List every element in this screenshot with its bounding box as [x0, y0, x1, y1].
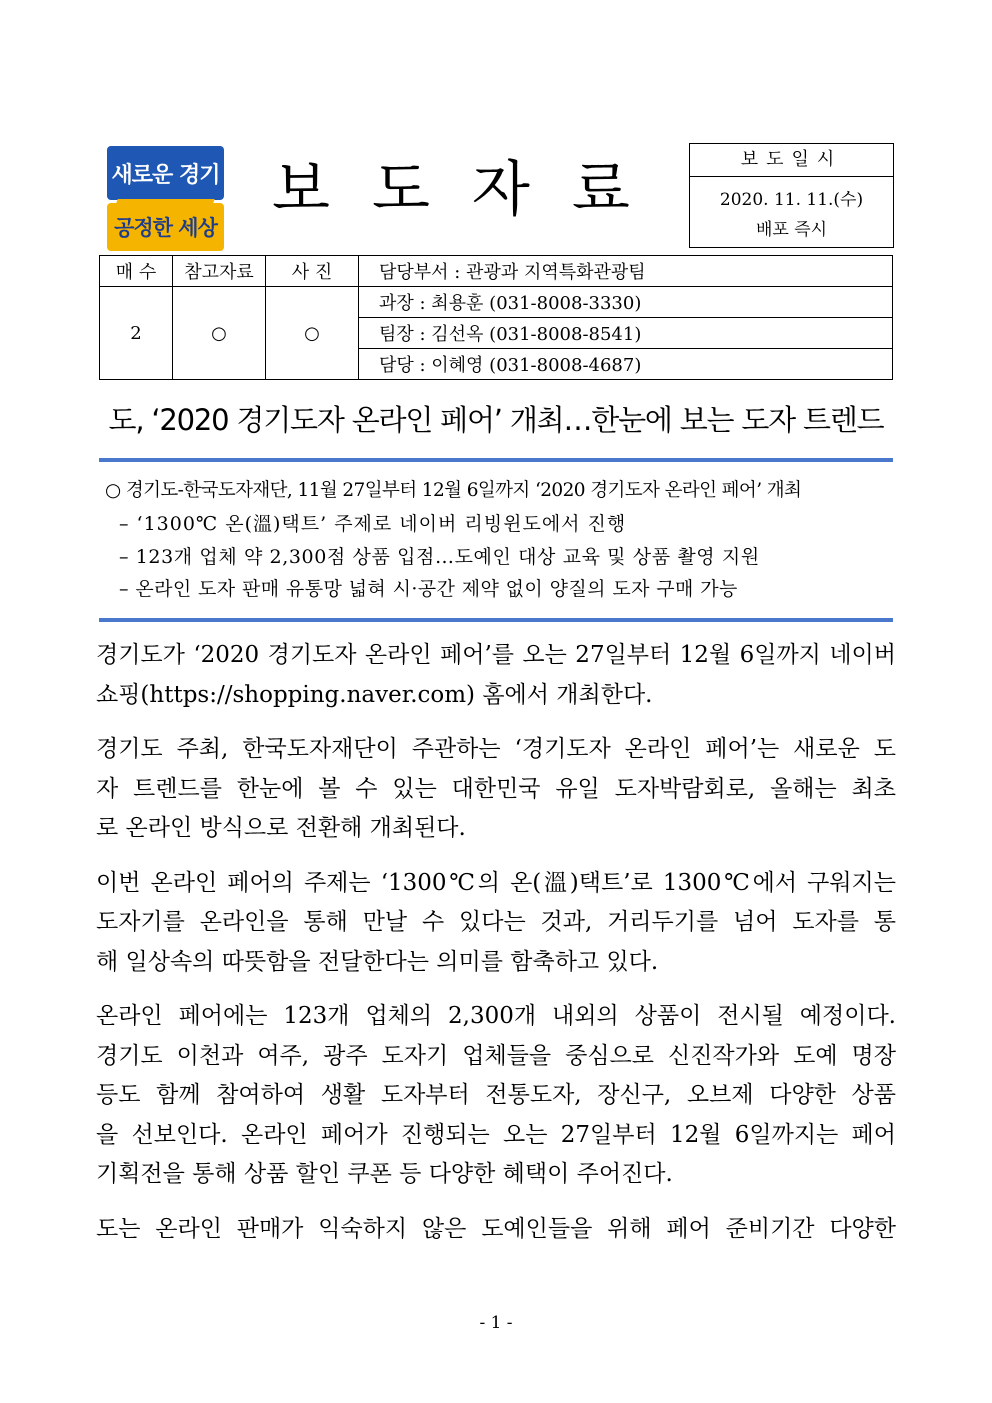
body-line: 도는 온라인 판매가 익숙하지 않은 도예인들을 위해 페어 준비기간 다양한	[96, 1215, 896, 1242]
contact-manager: 과장 : 최용훈 (031-8008-3330)	[359, 287, 893, 318]
body-line: 경기도 주최, 한국도자재단이 주관하는 ‘경기도자 온라인 페어’는 새로운 도	[96, 736, 896, 762]
photo-header: 사 진	[266, 256, 359, 287]
body-line: 로 온라인 방식으로 전환해 개최된다.	[96, 815, 466, 841]
body-line: 온라인 페어에는 123개 업체의 2,300개 내외의 상품이 전시될 예정이다.	[96, 1003, 896, 1029]
summary-line: – ‘1300℃ 온(溫)택트’ 주제로 네이버 리빙윈도에서 진행	[119, 513, 627, 535]
info-table	[99, 255, 893, 380]
document-title: 보도자료	[272, 155, 672, 225]
logo-top-text: 새로운 경기	[107, 146, 224, 200]
gyeonggi-logo	[107, 146, 224, 252]
summary-line: ○ 경기도-한국도자재단, 11월 27일부터 12월 6일까지 ‘2020 경기도자 온라인 페어’ 개최	[105, 480, 802, 501]
release-date-box	[689, 143, 894, 248]
reference-value: ○	[173, 287, 266, 380]
headline: 도, ‘2020 경기도자 온라인 페어’ 개최…한눈에 보는 도자 트렌드	[108, 403, 884, 437]
body-line: 기획전을 통해 상품 할인 쿠폰 등 다양한 혜택이 주어진다.	[96, 1161, 673, 1187]
body-paragraph	[96, 864, 896, 983]
summary-line: – 123개 업체 약 2,300점 상품 입점…도예인 대상 교육 및 상품 촬영 지원	[119, 546, 760, 568]
body-line: 경기도 이천과 여주, 광주 도자기 업체들을 중심으로 신진작가와 도예 명장	[96, 1042, 896, 1069]
release-date-header: 보도일시	[690, 144, 893, 177]
body-line: 자 트렌드를 한눈에 볼 수 있는 대한민국 유일 도자박람회로, 올해는 최초	[96, 775, 896, 802]
body-line: 을 선보인다. 온라인 페어가 진행되는 오는 27일부터 12월 6일까지는 페어	[96, 1121, 896, 1148]
body-line: 쇼핑(https://shopping.naver.com) 홈에서 개최한다.	[96, 681, 653, 708]
logo-bottom-text: 공정한 세상	[107, 203, 224, 251]
body-paragraph	[96, 1210, 896, 1250]
body-line: 해 일상속의 따뜻함을 전달한다는 의미를 함축하고 있다.	[96, 948, 659, 975]
body-line: 이번 온라인 페어의 주제는 ‘1300℃의 온(溫)택트’로 1300℃에서 구워지는	[96, 869, 896, 896]
body-line: 경기도가 ‘2020 경기도자 온라인 페어’를 오는 27일부터 12월 6일까지 네이버	[96, 642, 896, 668]
body-line: 등도 함께 참여하여 생활 도자부터 전통도자, 장신구, 오브제 다양한 상품	[96, 1082, 896, 1108]
summary-line: – 온라인 도자 판매 유통망 넓혀 시·공간 제약 없이 양질의 도자 구매 가능	[119, 578, 738, 600]
summary-box	[99, 458, 893, 622]
release-date: 2020. 11. 11.(수)	[719, 190, 864, 210]
release-timing: 배포 즉시	[755, 220, 828, 240]
body-paragraph	[96, 730, 896, 849]
department-cell: 담당부서 : 관광과 지역특화관광팀	[359, 256, 893, 287]
pages-value: 2	[100, 287, 173, 380]
body-paragraph	[96, 636, 896, 715]
contact-staff: 담당 : 이혜영 (031-8008-4687)	[359, 349, 893, 380]
body-paragraph	[96, 997, 896, 1195]
reference-header: 참고자료	[173, 256, 266, 287]
photo-value: ○	[266, 287, 359, 380]
contact-team-leader: 팀장 : 김선옥 (031-8008-8541)	[359, 318, 893, 349]
body-text	[96, 636, 896, 1264]
page-number: - 1 -	[479, 1313, 513, 1333]
pages-header: 매 수	[100, 256, 173, 287]
body-line: 도자기를 온라인을 통해 만날 수 있다는 것과, 거리두기를 넘어 도자를 통	[96, 909, 896, 935]
